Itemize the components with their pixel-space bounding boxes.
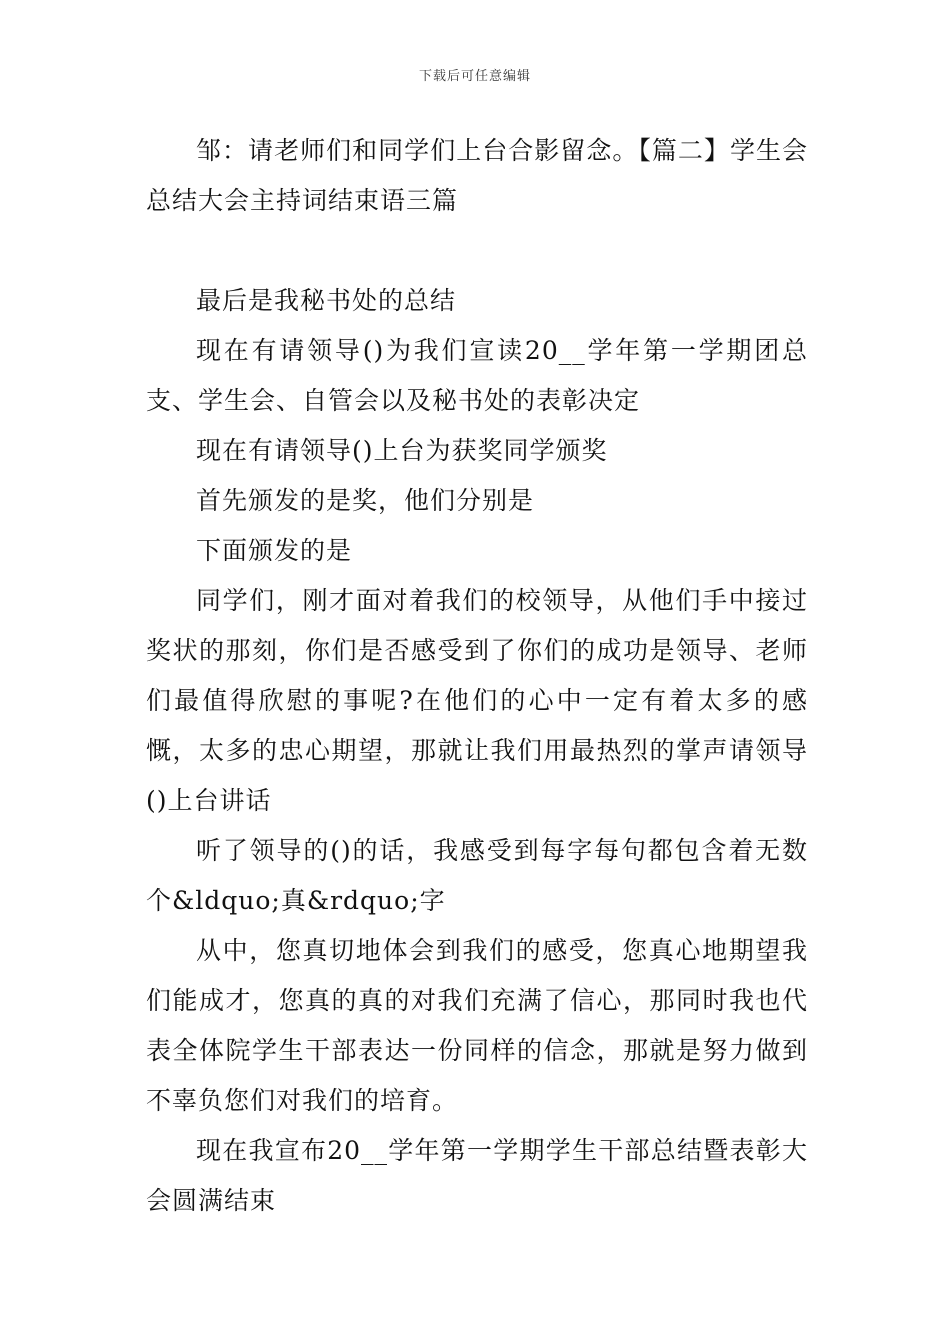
paragraph-6: 下面颁发的是 [196,536,353,565]
paragraph-4: 现在有请领导()上台为获奖同学颁奖 [196,436,608,465]
page-header: 下载后可任意编辑 [418,69,531,84]
paragraph-7: 同学们，刚才面对着我们的校领导，从他们手中接过奖状的那刻，你们是否感受到了你们的成功是领导、老师们最值得欣慰的事呢?在他们的心中一定有着太多的感慨，太多的忠心期望，那就让我们用最热烈的掌声请领导()上台讲话 [146,586,808,815]
paragraph-9: 从中，您真切地体会到我们的感受，您真心地期望我们能成才，您真的真的对我们充满了信心，那同时我也代表全体院学生干部表达一份同样的信念，那就是努力做到不辜负您们对我们的培育。 [146,936,808,1115]
paragraph-3: 现在有请领导()为我们宣读20__学年第一学期团总支、学生会、自管会以及秘书处的表彰决定 [146,336,808,415]
paragraph-5: 首先颁发的是奖，他们分别是 [196,486,535,515]
paragraph-2: 最后是我秘书处的总结 [196,286,457,315]
paragraph-10: 现在我宣布20__学年第一学期学生干部总结暨表彰大会圆满结束 [146,1136,808,1215]
paragraph-1: 邹：请老师们和同学们上台合影留念。【篇二】学生会总结大会主持词结束语三篇 [146,136,808,215]
blank-line [146,226,808,276]
document-body [146,126,808,1226]
paragraph-8: 听了领导的()的话，我感受到每字每句都包含着无数个&ldquo;真&rdquo;字 [146,836,808,915]
